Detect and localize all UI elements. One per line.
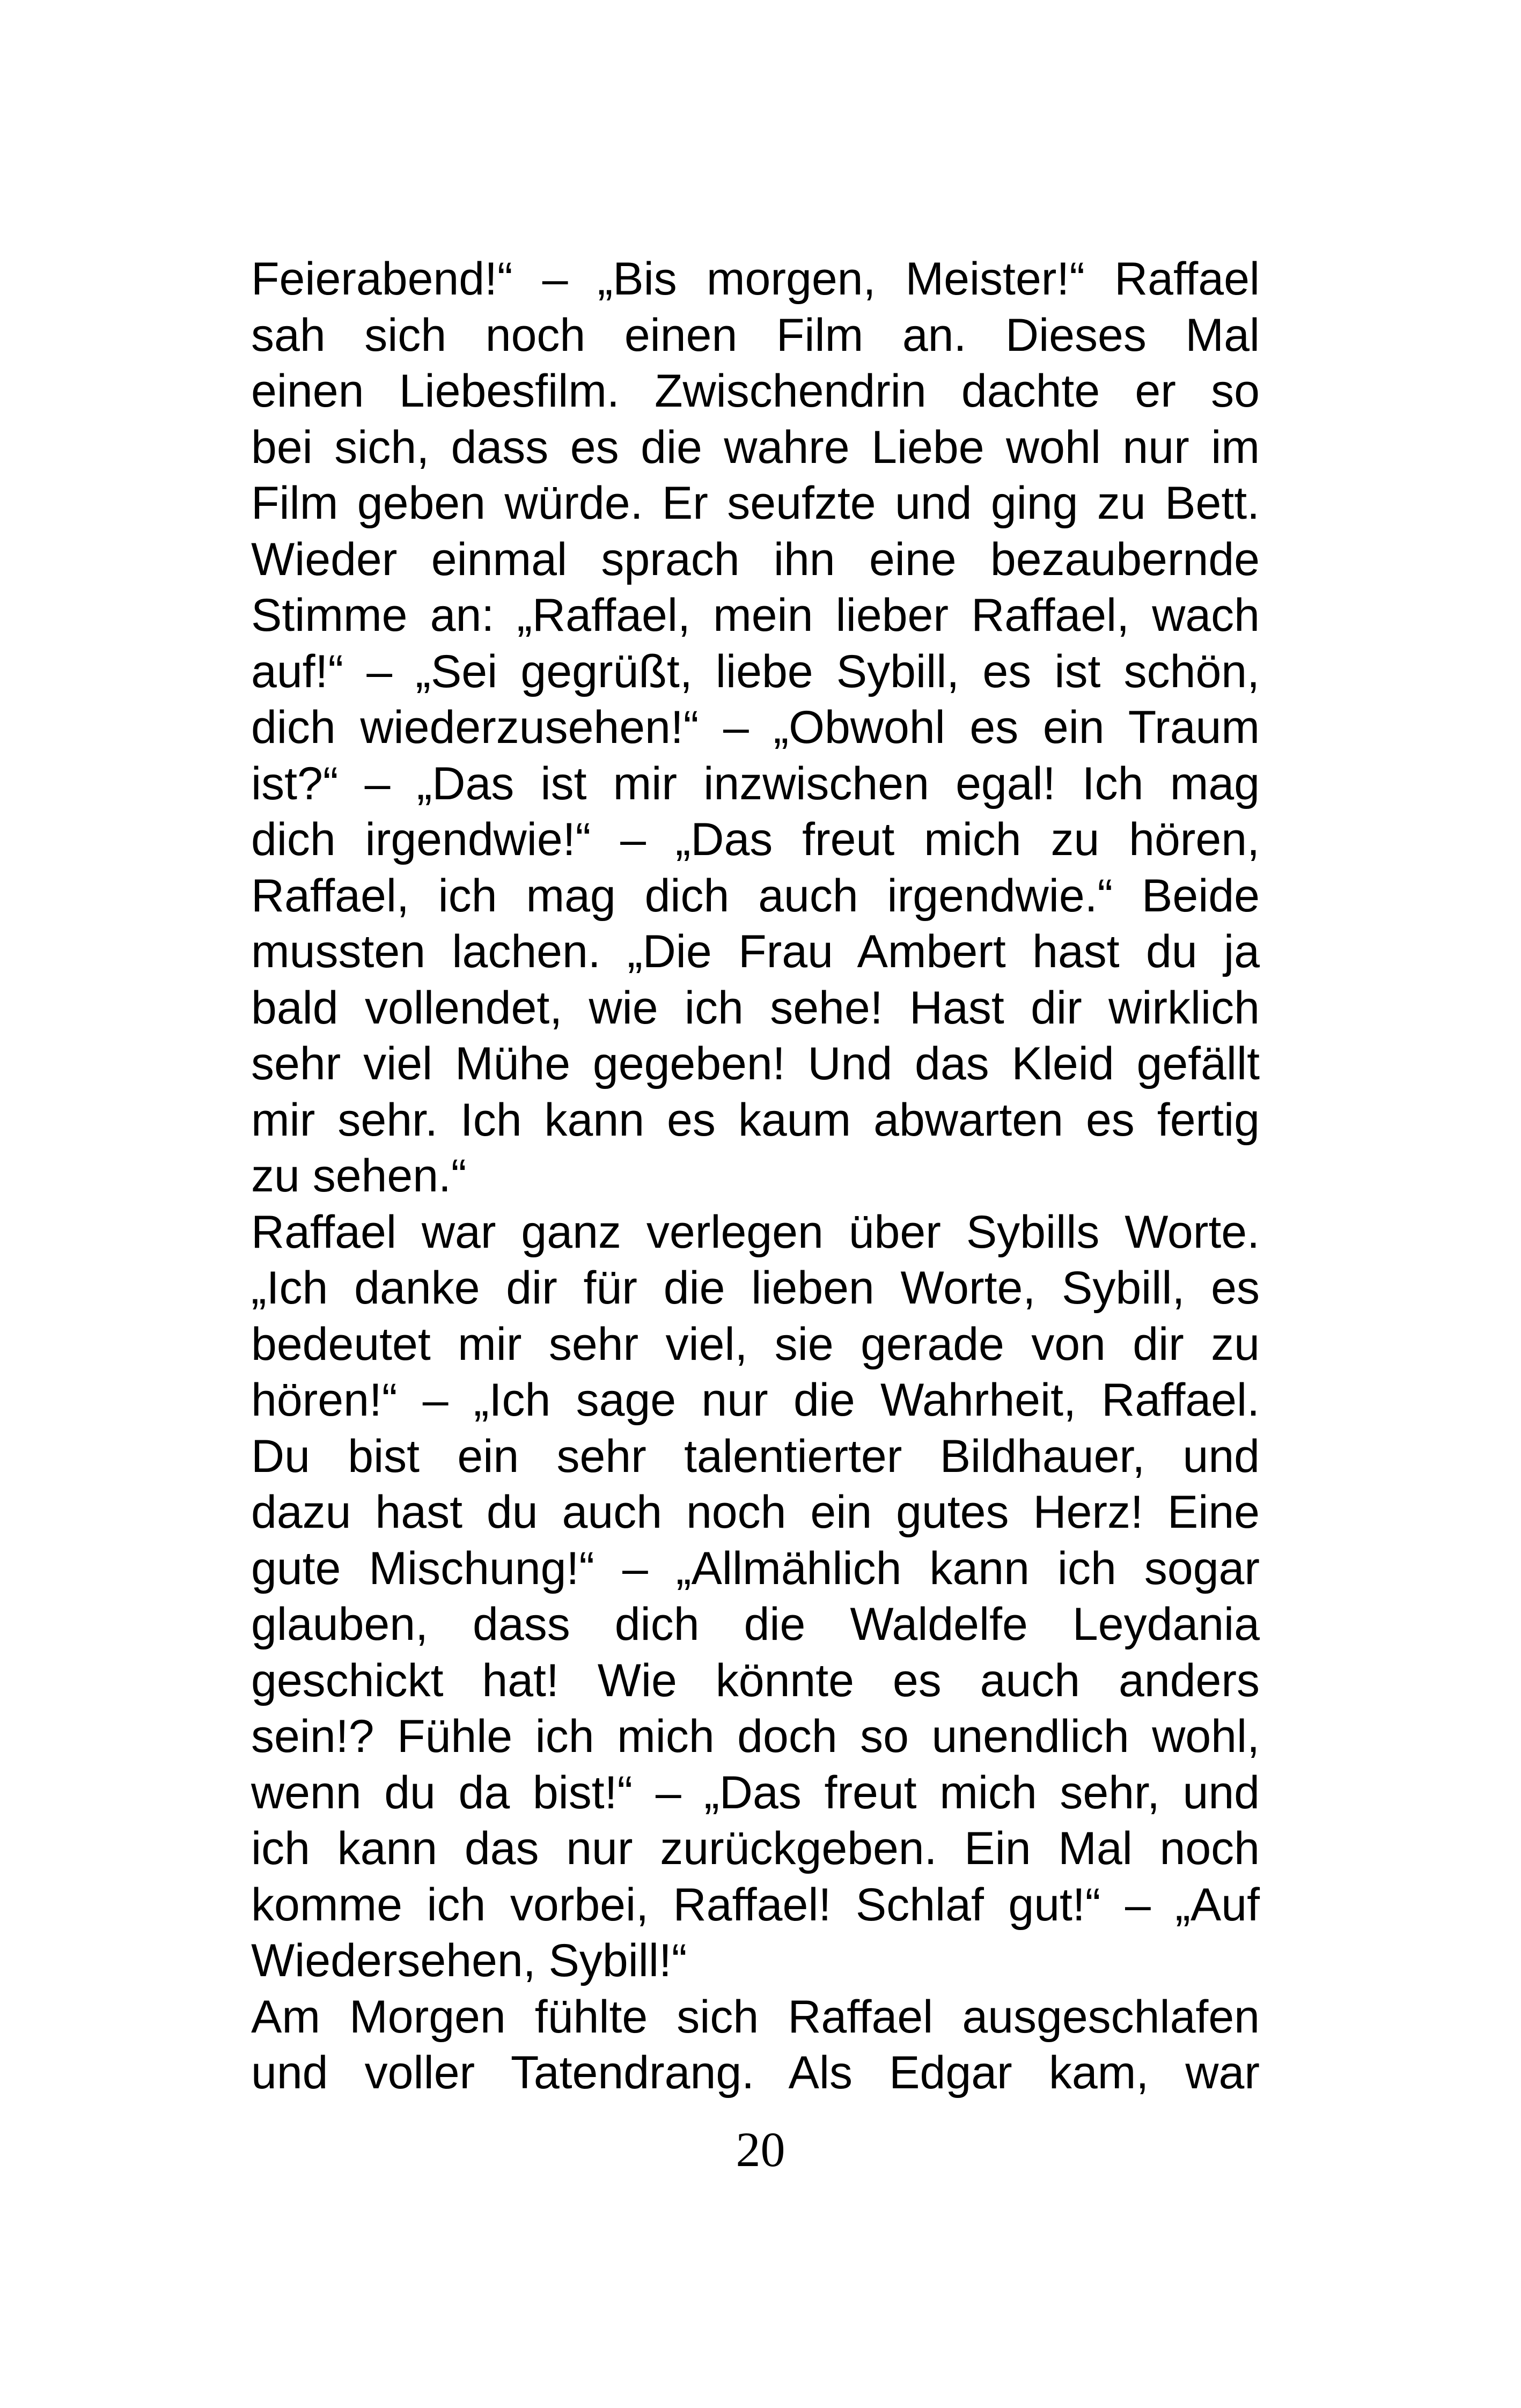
text-line: dich irgendwie!“ – „Das freut mich zu hören, bbox=[251, 814, 1260, 865]
text-line: „Ich danke dir für die lieben Worte, Sybill, es bbox=[251, 1262, 1260, 1314]
text-line: auf!“ – „Sei gegrüßt, liebe Sybill, es ist schön, bbox=[251, 645, 1260, 697]
text-line: Feierabend!“ – „Bis morgen, Meister!“ Raffael bbox=[251, 253, 1260, 305]
text-line: ist?“ – „Das ist mir inzwischen egal! Ich mag bbox=[251, 757, 1260, 809]
text-line: Raffael, ich mag dich auch irgendwie.“ Beide bbox=[251, 870, 1260, 922]
paragraph-2 bbox=[251, 1204, 1260, 1989]
text-line: geschickt hat! Wie könnte es auch anders bbox=[251, 1654, 1260, 1706]
text-line: einen Liebesfilm. Zwischendrin dachte er so bbox=[251, 365, 1260, 417]
text-line: Raffael war ganz verlegen über Sybills Worte. bbox=[251, 1206, 1260, 1258]
text-line: mir sehr. Ich kann es kaum abwarten es fertig bbox=[251, 1094, 1260, 1146]
text-line: bei sich, dass es die wahre Liebe wohl nur im bbox=[251, 421, 1260, 473]
paragraph-1 bbox=[251, 251, 1260, 1204]
text-line: bedeutet mir sehr viel, sie gerade von dir zu bbox=[251, 1318, 1260, 1370]
text-line: hören!“ – „Ich sage nur die Wahrheit, Raffael. bbox=[251, 1374, 1260, 1426]
text-line: wenn du da bist!“ – „Das freut mich sehr, und bbox=[251, 1766, 1260, 1818]
text-line: Film geben würde. Er seufzte und ging zu Bett. bbox=[251, 477, 1260, 529]
text-line: gute Mischung!“ – „Allmählich kann ich sogar bbox=[251, 1542, 1260, 1594]
body-text bbox=[251, 251, 1260, 2101]
text-line: sein!? Fühle ich mich doch so unendlich wohl, bbox=[251, 1711, 1260, 1762]
text-line: Stimme an: „Raffael, mein lieber Raffael, wach bbox=[251, 590, 1260, 641]
text-line: Wiedersehen, Sybill!“ bbox=[251, 1935, 687, 1986]
text-line: dazu hast du auch noch ein gutes Herz! Eine bbox=[251, 1486, 1260, 1538]
text-line: Wieder einmal sprach ihn eine bezaubernde bbox=[251, 533, 1260, 585]
text-line: sehr viel Mühe gegeben! Und das Kleid gefällt bbox=[251, 1038, 1260, 1089]
text-line: Am Morgen fühlte sich Raffael ausgeschlafen bbox=[251, 1991, 1260, 2043]
text-line: Du bist ein sehr talentierter Bildhauer, und bbox=[251, 1430, 1260, 1482]
text-line: glauben, dass dich die Waldelfe Leydania bbox=[251, 1599, 1260, 1650]
text-line: und voller Tatendrang. Als Edgar kam, war bbox=[251, 2047, 1260, 2098]
text-line: mussten lachen. „Die Frau Ambert hast du ja bbox=[251, 926, 1260, 977]
text-line: bald vollendet, wie ich sehe! Hast dir wirklich bbox=[251, 982, 1260, 1034]
text-line: komme ich vorbei, Raffael! Schlaf gut!“ – „Auf bbox=[251, 1879, 1260, 1931]
text-line: zu sehen.“ bbox=[251, 1150, 467, 1202]
paragraph-3 bbox=[251, 1989, 1260, 2101]
text-line: sah sich noch einen Film an. Dieses Mal bbox=[251, 309, 1260, 361]
page-number: 20 bbox=[736, 2122, 785, 2177]
text-line: dich wiederzusehen!“ – „Obwohl es ein Traum bbox=[251, 702, 1260, 753]
text-line: ich kann das nur zurückgeben. Ein Mal noch bbox=[251, 1823, 1260, 1874]
